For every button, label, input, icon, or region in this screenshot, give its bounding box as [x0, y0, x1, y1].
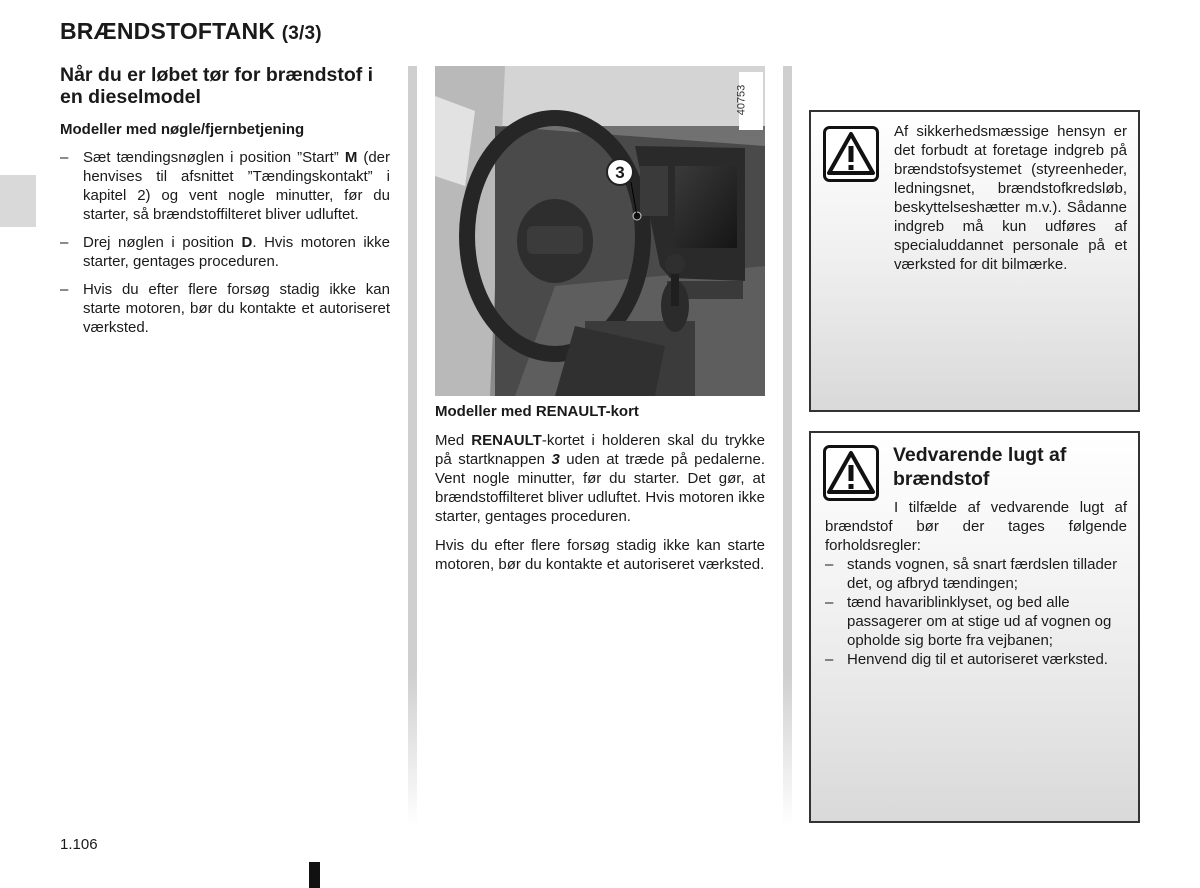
diesel-section	[60, 64, 390, 346]
list-item: – Sæt tændingsnøglen i position ”Start” M (der henvises til afsnittet ”Tændingskontakt” i kapitel 2) og vent nogle minutter, før du starter, så brændstoffilteret bliver udluftet.	[60, 149, 390, 223]
list-item: – stands vognen, så snart færdslen tillader det, og afbryd tændingen;	[825, 556, 1118, 592]
fuel-smell-warning-box	[809, 431, 1140, 823]
dashboard-photo	[435, 66, 765, 396]
section-heading: Når du er løbet tør for brændstof i en dieselmodel	[60, 64, 374, 108]
page-title-suffix: (3/3)	[281, 23, 322, 44]
list-item: – Hvis du efter flere forsøg stadig ikke kan starte motoren, bør du kontakte et autoriseret værksted.	[60, 281, 390, 336]
renault-card-section	[435, 402, 765, 584]
list-dash: –	[60, 149, 69, 166]
column-divider	[408, 66, 417, 826]
list-item: – Drej nøglen i position D. Hvis motoren ikke starter, gentages proceduren.	[60, 234, 390, 270]
figure-number: 40753	[735, 84, 748, 116]
safety-warning-box	[809, 110, 1140, 412]
column-divider	[783, 66, 792, 826]
page-title-text: BRÆNDSTOFTANK	[60, 18, 276, 44]
warning-title: Vedvarende lugt af brændstof	[893, 444, 1067, 490]
warning-text	[825, 122, 1127, 274]
chapter-tab	[0, 175, 36, 227]
paragraph: Hvis du efter flere forsøg stadig ikke kan starte motoren, bør du kontakte et autoriseret værksted.	[435, 537, 765, 573]
warning-triangle-icon	[823, 445, 879, 501]
page-number: 1.106	[60, 836, 98, 853]
paragraph: Med RENAULT-kortet i holderen skal du trykke på startknappen 3 uden at træde på pedalerne. Vent nogle minutter, før du starter. Det gør, at brændstoffilteret bliver udluftet. Hvis motoren ikke starter, gentages proceduren.	[435, 432, 766, 525]
warning-paragraph: Af sikkerhedsmæssige hensyn er det forbudt at foretage indgreb på brændstofsystemet (styreenheder, ledningsnet, brændstofkredsløb, beskyttelseshætter m.v.). Sådanne indgreb må kun udføres af specialuddannet personale på et værksted for dit bilmærke.	[894, 123, 1127, 273]
list-item: – tænd havariblinklyset, og bed alle passagerer om at stige ud af vognen og opholde sig borte fra vejbanen;	[825, 594, 1112, 649]
crop-mark	[309, 862, 320, 888]
list-dash: –	[60, 281, 69, 298]
warning-text	[825, 498, 1127, 669]
list-dash: –	[60, 234, 69, 251]
callout-3: 3	[606, 158, 634, 186]
instruction-list	[60, 148, 390, 337]
list-item: – Henvend dig til et autoriseret værksted.	[825, 651, 1108, 668]
section-subheading: Modeller med nøgle/fjernbetjening	[60, 121, 305, 138]
section-subheading: Modeller med RENAULT-kort	[435, 403, 639, 420]
warning-intro: I tilfælde af vedvarende lugt af brændstof bør der tages følgende forholdsregler:	[825, 499, 1127, 554]
page-title	[60, 18, 322, 45]
precaution-list	[825, 555, 1127, 669]
